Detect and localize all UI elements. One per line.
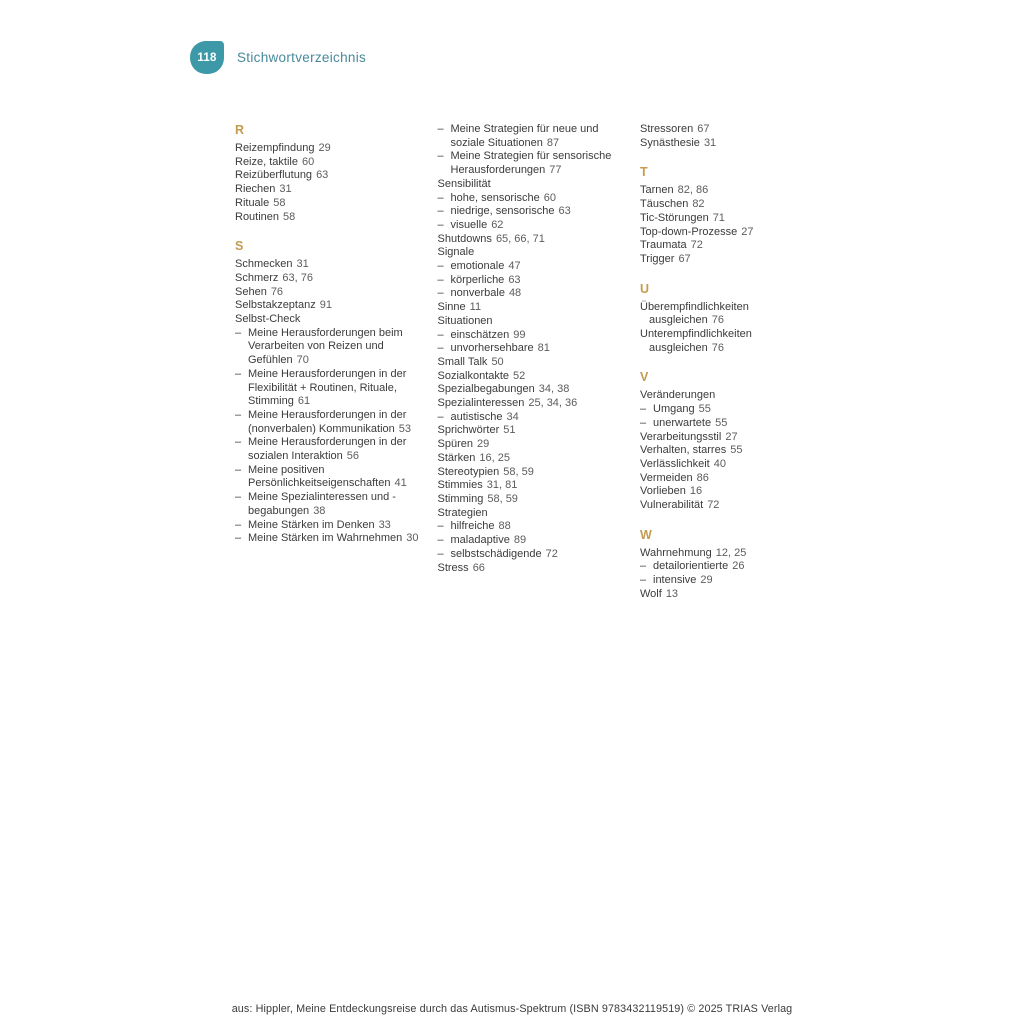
entry-page-numbers: 55 (730, 444, 743, 457)
entry-term: Synästhesie (640, 136, 700, 149)
entry-page-numbers: 41 (394, 477, 407, 490)
index-entry (438, 397, 631, 411)
sub-entry-dash-icon: – (235, 367, 242, 380)
entry-page-numbers: 58 (283, 210, 296, 223)
index-entry (640, 472, 833, 486)
entry-term: Reize, taktile (235, 155, 298, 168)
index-entry (235, 258, 428, 272)
entry-term-continued: ausgleichen (649, 341, 708, 354)
index-entry (438, 205, 631, 219)
entry-page-numbers: 12, 25 (715, 546, 747, 559)
entry-page-numbers: 89 (513, 534, 527, 547)
entry-term: Spezialbegabungen (437, 383, 535, 396)
index-entry (640, 499, 833, 513)
entry-term: visuelle (450, 218, 488, 231)
entry-page-numbers: 67 (678, 252, 691, 265)
sub-entry-dash-icon: – (640, 560, 647, 573)
entry-term: Strategien (437, 506, 488, 519)
entry-term: Shutdowns (437, 232, 492, 245)
index-entry (640, 253, 833, 267)
index-entry (640, 389, 833, 403)
entry-term: Schmecken (235, 258, 293, 271)
index-columns (235, 123, 833, 602)
sub-entry-dash-icon: – (437, 260, 444, 273)
entry-term: einschätzen (450, 328, 510, 341)
index-entry (438, 562, 631, 576)
index-column (640, 123, 833, 602)
entry-term: Selbst-Check (235, 313, 301, 326)
entry-term: Meine Stärken im Denken (248, 518, 375, 531)
entry-page-numbers: 72 (707, 499, 720, 512)
entry-term: niedrige, sensorische (450, 205, 555, 218)
sub-entry-dash-icon: – (235, 326, 242, 339)
index-entry (640, 588, 833, 602)
index-entry (235, 313, 428, 327)
entry-page-numbers: 25, 34, 36 (528, 397, 578, 410)
entry-term: Meine Stärken im Wahrnehmen (248, 532, 403, 545)
section-letter: V (640, 370, 649, 385)
entry-page-numbers: 76 (711, 341, 724, 354)
entry-term: Spezialinteressen (437, 397, 525, 410)
index-entry (438, 548, 631, 562)
entry-page-numbers: 29 (700, 574, 713, 587)
entry-term: Schmerz (235, 271, 279, 284)
entry-page-numbers: 29 (318, 142, 331, 154)
entry-term: Vermeiden (640, 471, 693, 484)
entry-page-numbers: 31, 81 (486, 479, 518, 492)
index-entry (438, 219, 631, 233)
entry-page-numbers: 40 (713, 457, 726, 470)
entry-page-numbers: 63 (508, 273, 521, 286)
entry-term: Verlässlichkeit (640, 457, 710, 470)
index-entry (640, 560, 833, 574)
entry-page-numbers: 48 (508, 287, 522, 300)
entry-term-continued: ausgleichen (649, 314, 708, 327)
entry-term: Stimmies (437, 479, 483, 492)
entry-page-numbers: 66 (472, 561, 485, 574)
index-entry (235, 197, 428, 211)
page-header (190, 41, 366, 74)
index-entry (640, 137, 833, 151)
sub-entry-dash-icon: – (437, 547, 444, 560)
sub-entry-dash-icon: – (235, 463, 242, 476)
index-entry (438, 260, 631, 274)
entry-term: emotionale (450, 260, 505, 273)
index-entry (438, 287, 631, 301)
index-entry (640, 184, 833, 198)
entry-page-numbers: 16 (689, 485, 703, 498)
index-entry (640, 328, 833, 355)
index-entry (438, 246, 631, 260)
entry-page-numbers: 55 (715, 416, 728, 429)
entry-term: Meine Strategien für sensorische Herausforderungen (450, 150, 612, 177)
entry-term: Meine positiven Persönlichkeitseigenschaften (248, 463, 391, 490)
index-entry (438, 438, 631, 452)
entry-page-numbers: 31 (296, 258, 309, 271)
entry-term: unvorhersehbare (450, 342, 534, 355)
entry-page-numbers: 30 (406, 532, 419, 545)
entry-page-numbers: 47 (508, 260, 521, 273)
entry-page-numbers: 72 (690, 239, 703, 252)
entry-term: intensive (653, 574, 697, 587)
index-entry (438, 329, 631, 343)
index-entry (235, 532, 428, 546)
index-entry (235, 436, 428, 463)
index-entry (438, 534, 631, 548)
index-entry (438, 370, 631, 384)
entry-term: Traumata (640, 239, 687, 252)
index-entry (640, 485, 833, 499)
entry-term: Stimming (437, 492, 484, 505)
sub-entry-dash-icon: – (437, 287, 444, 300)
index-entry (438, 192, 631, 206)
entry-page-numbers: 58 (273, 196, 286, 209)
index-entry (640, 239, 833, 253)
sub-entry-dash-icon: – (437, 218, 444, 231)
entry-term: hohe, sensorische (450, 191, 540, 204)
index-entry (438, 507, 631, 521)
index-entry (640, 417, 833, 431)
sub-entry-dash-icon: – (235, 491, 242, 504)
index-entry (640, 226, 833, 240)
entry-term: Meine Herausforderungen in der Flexibilität + Routinen, Rituale, Stimming (248, 367, 407, 408)
entry-term: Routinen (235, 210, 280, 223)
index-entry (640, 301, 833, 328)
sub-entry-dash-icon: – (235, 518, 242, 531)
entry-page-numbers: 88 (498, 520, 511, 533)
index-entry (438, 356, 631, 370)
entry-page-numbers: 53 (398, 422, 411, 435)
entry-page-numbers: 58, 59 (503, 465, 534, 478)
entry-term: Spüren (437, 438, 473, 451)
index-entry (438, 315, 631, 329)
entry-term: Wolf (640, 587, 662, 600)
page-number-badge (190, 41, 224, 74)
section-letter: U (640, 281, 650, 296)
section-letter: S (235, 239, 244, 254)
entry-page-numbers: 82, 86 (677, 184, 709, 197)
sub-entry-dash-icon: – (437, 273, 444, 286)
entry-page-numbers: 87 (546, 136, 560, 149)
index-entry (640, 444, 833, 458)
entry-page-numbers: 50 (491, 355, 504, 368)
entry-page-numbers: 76 (270, 285, 284, 298)
entry-page-numbers: 77 (549, 164, 562, 177)
index-entry (438, 301, 631, 315)
index-entry (235, 409, 428, 436)
index-entry (438, 178, 631, 192)
sub-entry-dash-icon: – (437, 205, 444, 218)
sub-entry-dash-icon: – (437, 520, 444, 533)
sub-entry-dash-icon: – (235, 532, 242, 545)
index-entry (235, 183, 428, 197)
entry-term: Signale (437, 246, 475, 259)
entry-page-numbers: 91 (319, 299, 332, 312)
sub-entry-dash-icon: – (640, 416, 647, 429)
page-title: Stichwortverzeichnis (237, 50, 367, 65)
entry-term: Meine Spezialinteressen und -begabungen (248, 491, 396, 517)
entry-term: nonverbale (450, 287, 505, 300)
entry-term: Small Talk (437, 355, 488, 368)
entry-term: körperliche (450, 273, 505, 286)
index-entry (640, 123, 833, 137)
entry-term: unerwartete (653, 416, 712, 429)
index-entry (640, 212, 833, 226)
index-entry (438, 424, 631, 438)
entry-page-numbers: 27 (725, 430, 738, 443)
index-entry (438, 466, 631, 480)
index-entry (235, 272, 428, 286)
index-entry (235, 211, 428, 225)
sub-entry-dash-icon: – (235, 436, 242, 449)
entry-term: Rituale (235, 196, 270, 209)
entry-term: Meine Herausforderungen in der sozialen Interaktion (248, 436, 407, 463)
index-entry (640, 458, 833, 472)
entry-term: Trigger (640, 252, 675, 265)
entry-page-numbers: 51 (503, 424, 516, 437)
page-number: 118 (197, 51, 217, 64)
index-entry (438, 342, 631, 356)
entry-term: Sehen (235, 285, 267, 298)
entry-page-numbers: 34, 38 (538, 383, 570, 396)
entry-term: Reizüberflutung (235, 169, 313, 182)
entry-page-numbers: 63 (316, 169, 329, 182)
entry-term: Stress (437, 561, 469, 574)
sub-entry-dash-icon: – (235, 408, 242, 421)
index-entry (235, 491, 428, 518)
sub-entry-dash-icon: – (437, 410, 444, 423)
entry-term: Wahrnehmung (640, 546, 712, 559)
index-entry (640, 198, 833, 212)
entry-term: Sensibilität (437, 177, 491, 190)
entry-term: Riechen (235, 183, 276, 196)
entry-page-numbers: 11 (469, 301, 482, 314)
entry-term: Sinne (437, 301, 466, 314)
index-entry (438, 233, 631, 247)
entry-term: Reizempfindung (235, 142, 315, 154)
entry-term: Tarnen (640, 184, 674, 197)
entry-term: Unterempfindlichkeiten (640, 328, 752, 341)
entry-term: Selbstakzeptanz (235, 299, 316, 312)
entry-page-numbers: 31 (703, 136, 717, 149)
index-entry (438, 493, 631, 507)
index-entry (438, 150, 631, 177)
entry-page-numbers: 55 (698, 403, 711, 416)
entry-page-numbers: 52 (513, 369, 526, 382)
entry-page-numbers: 38 (313, 504, 326, 517)
entry-page-numbers: 56 (346, 450, 360, 463)
entry-page-numbers: 33 (378, 518, 391, 531)
entry-term: Veränderungen (640, 389, 716, 402)
index-column (235, 123, 428, 546)
entry-page-numbers: 76 (711, 314, 724, 327)
entry-term: Verhalten, starres (640, 444, 727, 457)
entry-page-numbers: 27 (741, 225, 754, 238)
index-entry (235, 464, 428, 491)
index-entry (438, 274, 631, 288)
entry-page-numbers: 62 (491, 218, 504, 231)
entry-page-numbers: 16, 25 (479, 451, 511, 464)
entry-term: Vorlieben (640, 485, 686, 498)
entry-term: Meine Strategien für neue und soziale Situationen (450, 123, 599, 149)
index-entry (438, 383, 631, 397)
entry-term: autistische (450, 410, 503, 423)
index-entry (640, 574, 833, 588)
entry-term: Tic-Störungen (640, 211, 709, 224)
sub-entry-dash-icon: – (640, 574, 647, 587)
entry-term: hilfreiche (450, 520, 495, 533)
sub-entry-dash-icon: – (437, 534, 444, 547)
index-entry (235, 286, 428, 300)
index-entry (235, 368, 428, 409)
entry-term: Sprichwörter (437, 424, 500, 437)
sub-entry-dash-icon: – (640, 403, 647, 416)
index-entry (438, 479, 631, 493)
sub-entry-dash-icon: – (437, 328, 444, 341)
entry-page-numbers: 86 (696, 471, 709, 484)
sub-entry-dash-icon: – (437, 123, 444, 135)
entry-term: Situationen (437, 314, 493, 327)
sub-entry-dash-icon: – (437, 191, 444, 204)
entry-page-numbers: 34 (506, 410, 519, 423)
entry-term: Meine Herausforderungen beim Verarbeiten von Reizen und Gefühlen (248, 326, 403, 367)
entry-term: Stärken (437, 451, 476, 464)
index-entry (235, 519, 428, 533)
entry-term: Stressoren (640, 123, 694, 135)
index-entry (640, 403, 833, 417)
index-entry (438, 123, 631, 150)
entry-page-numbers: 29 (476, 438, 490, 451)
entry-term: selbstschädigende (450, 547, 542, 560)
index-entry (640, 547, 833, 561)
entry-page-numbers: 71 (712, 211, 725, 224)
entry-page-numbers: 61 (297, 395, 311, 408)
sub-entry-dash-icon: – (437, 342, 444, 355)
entry-page-numbers: 58, 59 (487, 492, 518, 505)
index-entry (235, 327, 428, 368)
index-column (438, 123, 631, 575)
entry-page-numbers: 70 (296, 354, 309, 367)
index-entry (235, 142, 428, 156)
entry-page-numbers: 63, 76 (282, 271, 313, 284)
index-entry (235, 299, 428, 313)
entry-term: Top-down-Prozesse (640, 225, 738, 238)
entry-page-numbers: 63 (558, 205, 571, 218)
entry-page-numbers: 13 (665, 587, 679, 600)
entry-page-numbers: 67 (697, 123, 710, 135)
sub-entry-dash-icon: – (437, 150, 444, 163)
section-letter: W (640, 527, 652, 542)
entry-page-numbers: 99 (513, 328, 526, 341)
entry-page-numbers: 81 (537, 342, 550, 355)
entry-term: Umgang (653, 403, 695, 416)
entry-page-numbers: 82 (692, 198, 705, 211)
entry-term: Überempfindlichkeiten (640, 300, 749, 313)
section-letter: T (640, 165, 648, 180)
entry-page-numbers: 72 (545, 547, 558, 560)
entry-term: maladaptive (450, 534, 510, 547)
section-letter: R (235, 123, 245, 137)
index-entry (640, 431, 833, 445)
entry-term: Verarbeitungsstil (640, 430, 722, 443)
entry-term: Sozialkontakte (437, 369, 510, 382)
entry-page-numbers: 60 (543, 191, 557, 204)
entry-page-numbers: 31 (279, 183, 292, 196)
copyright-footer: aus: Hippler, Meine Entdeckungsreise durch das Autismus-Spektrum (ISBN 9783432119519) © 2025 TRIAS Verlag (231, 1003, 793, 1015)
entry-page-numbers: 60 (301, 155, 315, 168)
entry-term: Meine Herausforderungen in der (nonverbalen) Kommunikation (248, 408, 407, 435)
entry-term: detailorientierte (653, 560, 729, 573)
entry-term: Stereotypien (437, 465, 500, 478)
index-entry (438, 411, 631, 425)
index-entry (438, 520, 631, 534)
index-entry (235, 156, 428, 170)
entry-term: Vulnerabilität (640, 499, 704, 512)
index-entry (438, 452, 631, 466)
index-entry (235, 169, 428, 183)
entry-term: Täuschen (640, 198, 689, 211)
entry-page-numbers: 26 (732, 560, 745, 573)
entry-page-numbers: 65, 66, 71 (495, 232, 545, 245)
